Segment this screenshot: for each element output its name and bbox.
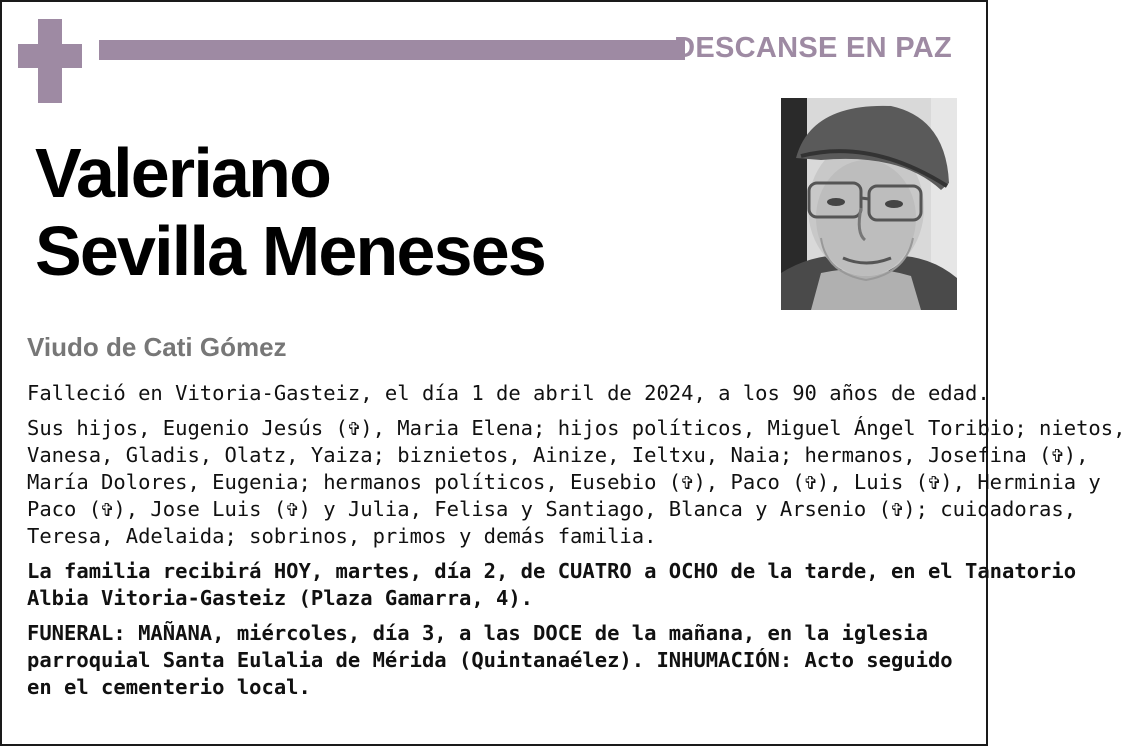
notice-body: [27, 380, 1125, 709]
death-announcement: Falleció en Vitoria-Gasteiz, el día 1 de abril de 2024, a los 90 años de edad.: [27, 381, 990, 405]
funeral-paragraph: [27, 620, 972, 701]
funeral-line: en el cementerio local.: [27, 675, 311, 699]
deceased-last-name: Sevilla Meneses: [35, 212, 545, 290]
cross-icon-arm: [18, 44, 82, 68]
reception-line: La familia recibirá HOY, martes, día 2, de CUATRO a OCHO de la tarde, en el Tanatorio: [27, 559, 1077, 583]
family-paragraph: [27, 415, 1125, 550]
portrait-image: [781, 98, 957, 310]
reception-paragraph: [27, 558, 1077, 612]
funeral-line: parroquial Santa Eulalia de Mérida (Quintanaélez). INHUMACIÓN: Acto seguido: [27, 648, 953, 672]
header-bar: [99, 40, 685, 60]
widower-subtitle: Viudo de Cati Gómez: [27, 332, 287, 362]
family-line: Vanesa, Gladis, Olatz, Yaiza; biznietos, Ainize, Ieltxu, Naia; hermanos, Josefina (✞),: [27, 443, 1089, 467]
family-line: Sus hijos, Eugenio Jesús (✞), Maria Elena; hijos políticos, Miguel Ángel Toribio; nietos,: [27, 416, 1125, 440]
deceased-portrait: [781, 98, 957, 310]
reception-line: Albia Vitoria-Gasteiz (Plaza Gamarra, 4).: [27, 586, 534, 610]
family-line: Paco (✞), Jose Luis (✞) y Julia, Felisa y Santiago, Blanca y Arsenio (✞); cuidadoras,: [27, 497, 1077, 521]
family-line: María Dolores, Eugenia; hermanos políticos, Eusebio (✞), Paco (✞), Luis (✞), Herminia y: [27, 470, 1101, 494]
funeral-line: FUNERAL: MAÑANA, miércoles, día 3, a las DOCE de la mañana, en la iglesia: [27, 621, 928, 645]
deceased-name: [35, 134, 545, 290]
deceased-first-name: Valeriano: [35, 134, 331, 212]
family-line: Teresa, Adelaida; sobrinos, primos y demás familia.: [27, 524, 657, 548]
rest-in-peace-heading: DESCANSE EN PAZ: [674, 32, 952, 64]
